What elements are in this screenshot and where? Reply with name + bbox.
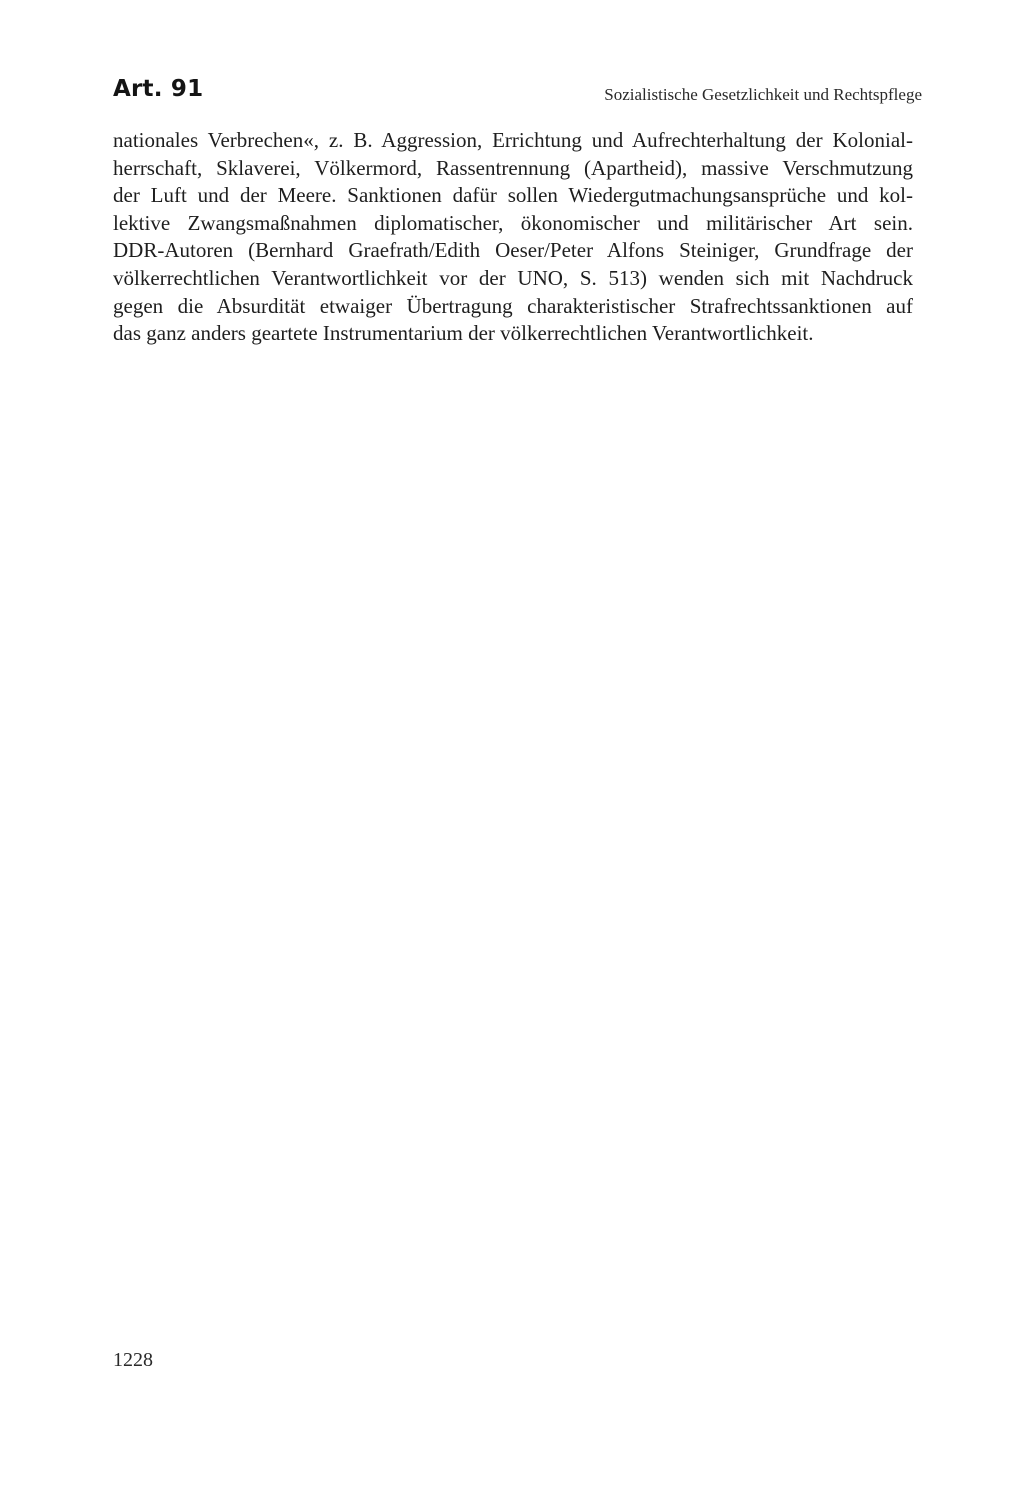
body-line: völkerrechtlichen Verantwortlichkeit vor der UNO, S. 513) wenden sich mit Nachdruck [113, 265, 913, 290]
body-line: nationales Verbrechen«, z. B. Aggression, Errichtung und Aufrechterhaltung der Kolonial- [113, 128, 913, 152]
body-line: gegen die Absurdität etwaiger Übertragung charakteristischer Strafrechtssanktionen auf [113, 293, 913, 318]
body-text [113, 127, 913, 348]
body-line: DDR-Autoren (Bernhard Graefrath/Edith Oeser/Peter Alfons Steiniger, Grundfrage der [113, 238, 913, 263]
page-number: 1228 [113, 1349, 153, 1371]
body-line: herrschaft, Sklaverei, Völkermord, Rassentrennung (Apartheid), massive Verschmutzung [113, 155, 913, 180]
body-line: das ganz anders geartete Instrumentarium der völkerrechtlichen Verantwortlichkeit. [113, 321, 814, 346]
body-line: der Luft und der Meere. Sanktionen dafür sollen Wiedergutmachungsansprüche und kol- [113, 183, 913, 208]
running-head: Sozialistische Gesetzlichkeit und Rechtspflege [604, 85, 922, 104]
body-line: lektive Zwangsmaßnahmen diplomatischer, ökonomischer und militärischer Art sein. [113, 210, 913, 235]
article-number: Art. 91 [113, 76, 204, 102]
